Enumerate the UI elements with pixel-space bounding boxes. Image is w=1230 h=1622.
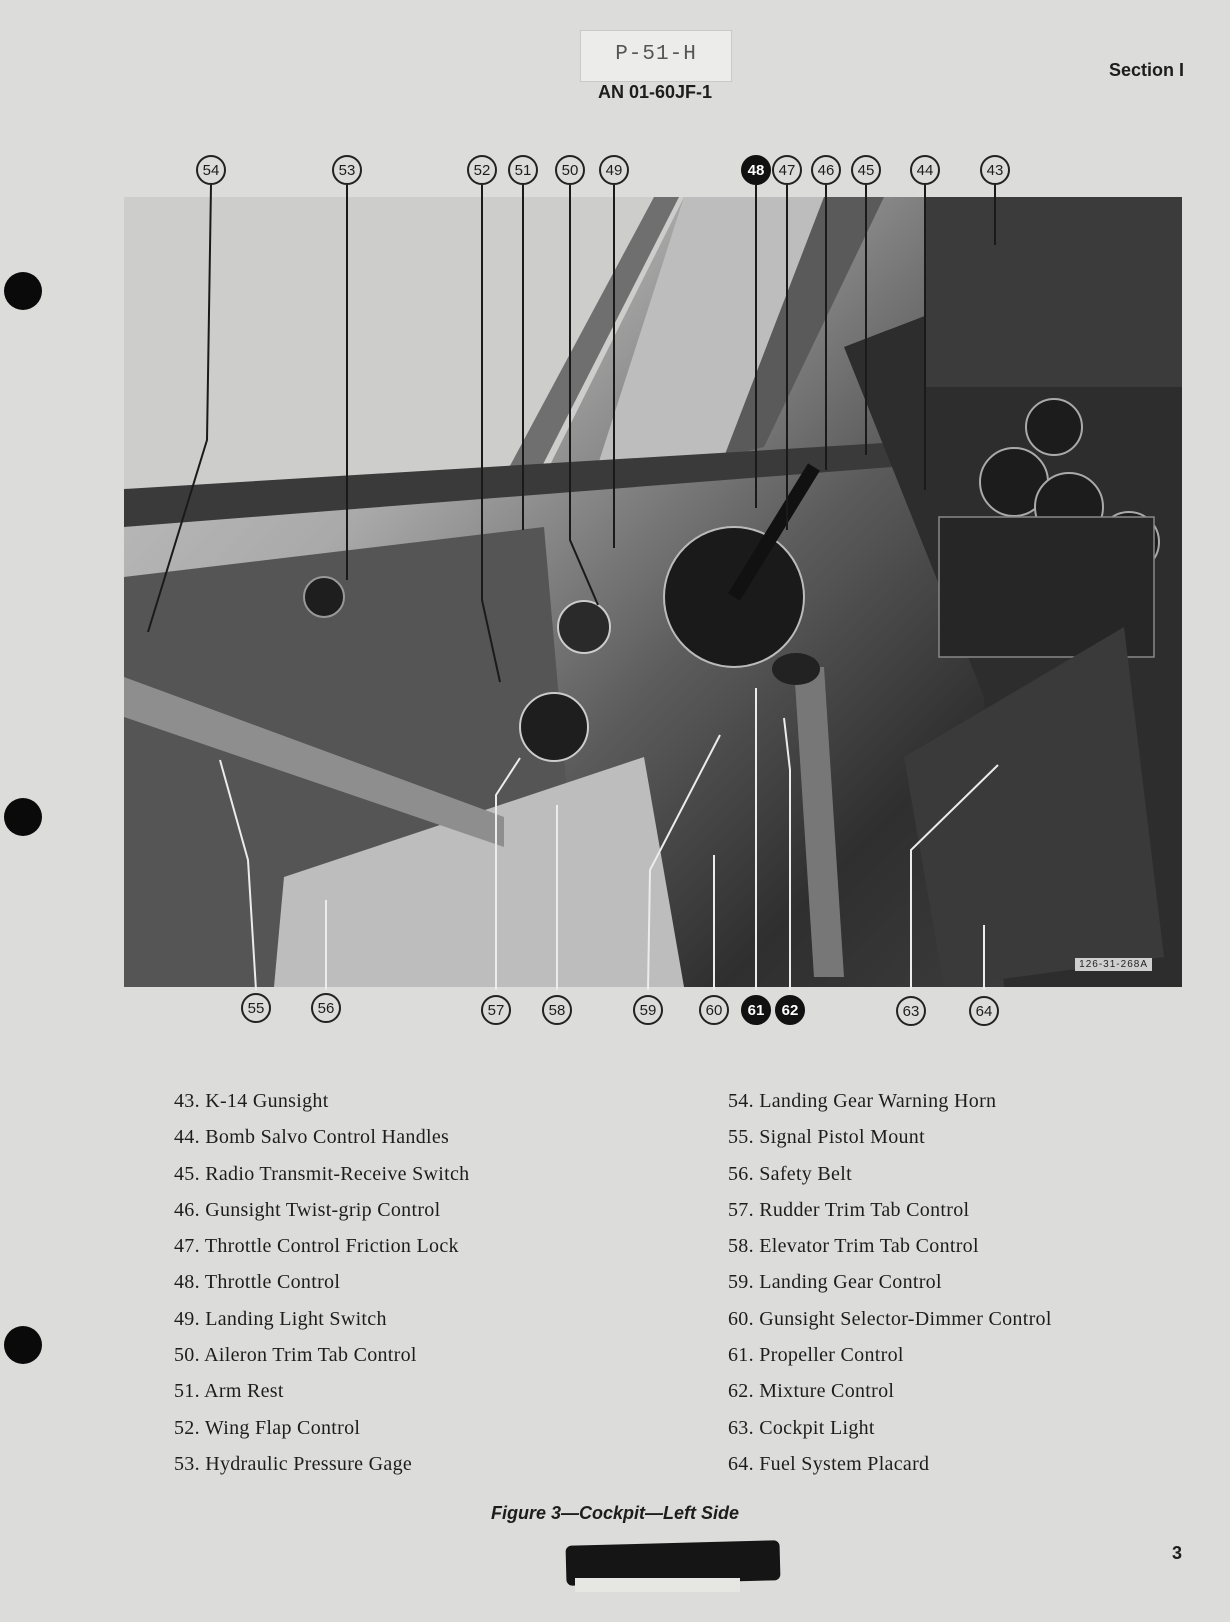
legend-item: 53. Hydraulic Pressure Gage [174, 1452, 413, 1475]
legend-item: 59. Landing Gear Control [728, 1271, 942, 1294]
punch-hole [4, 1326, 42, 1364]
legend-item: 43. K-14 Gunsight [174, 1090, 329, 1112]
callout-56: 56 [311, 993, 341, 1023]
callout-50: 50 [555, 155, 585, 185]
callout-47: 47 [772, 155, 802, 185]
legend-item: 62. Mixture Control [728, 1380, 895, 1403]
callout-51: 51 [508, 155, 538, 185]
callout-52: 52 [467, 155, 497, 185]
punch-hole [4, 272, 42, 310]
callout-49: 49 [599, 155, 629, 185]
callout-58: 58 [542, 995, 572, 1025]
callout-48: 48 [741, 155, 771, 185]
legend-item: 61. Propeller Control [728, 1344, 904, 1367]
cockpit-illustration [124, 197, 1182, 987]
callout-64: 64 [969, 996, 999, 1026]
legend-item: 47. Throttle Control Friction Lock [174, 1235, 459, 1258]
callout-43: 43 [980, 155, 1010, 185]
callout-59: 59 [633, 995, 663, 1025]
photo-id: 126-31-268A [1075, 958, 1152, 971]
legend-item: 50. Aileron Trim Tab Control [174, 1344, 417, 1367]
callout-61: 61 [741, 995, 771, 1025]
document-code: AN 01-60JF-1 [597, 82, 713, 102]
legend-item: 57. Rudder Trim Tab Control [728, 1198, 970, 1221]
callout-55: 55 [241, 993, 271, 1023]
callout-60: 60 [699, 995, 729, 1025]
legend-left-column [174, 1083, 469, 1482]
callout-54: 54 [196, 155, 226, 185]
legend-item: 55. Signal Pistol Mount [728, 1126, 925, 1149]
page-number: 3 [1171, 1543, 1182, 1563]
legend-item: 54. Landing Gear Warning Horn [728, 1090, 997, 1112]
legend-item: 51. Arm Rest [174, 1380, 284, 1403]
section-label: Section I [1108, 60, 1184, 80]
callout-62: 62 [775, 995, 805, 1025]
callout-46: 46 [811, 155, 841, 185]
cockpit-photo [124, 197, 1182, 987]
legend-item: 46. Gunsight Twist-grip Control [174, 1198, 441, 1221]
legend-item: 63. Cockpit Light [728, 1416, 875, 1439]
legend-item: 52. Wing Flap Control [174, 1416, 361, 1439]
legend-item: 45. Radio Transmit-Receive Switch [174, 1162, 470, 1185]
stamp-text: P-51-H [615, 43, 697, 66]
legend-item: 60. Gunsight Selector-Dimmer Control [728, 1307, 1052, 1330]
callout-45: 45 [851, 155, 881, 185]
tape-strip [575, 1578, 740, 1592]
callout-53: 53 [332, 155, 362, 185]
legend-item: 44. Bomb Salvo Control Handles [174, 1126, 450, 1149]
figure-caption: Figure 3—Cockpit—Left Side [490, 1503, 740, 1523]
callout-57: 57 [481, 995, 511, 1025]
legend-item: 48. Throttle Control [174, 1271, 341, 1294]
legend-item: 64. Fuel System Placard [728, 1452, 930, 1475]
callout-63: 63 [896, 996, 926, 1026]
legend-item: 49. Landing Light Switch [174, 1307, 387, 1330]
legend-item: 56. Safety Belt [728, 1162, 852, 1185]
callout-44: 44 [910, 155, 940, 185]
legend-item: 58. Elevator Trim Tab Control [728, 1235, 979, 1258]
punch-hole [4, 798, 42, 836]
legend-right-column [728, 1083, 1052, 1482]
document-stamp [580, 30, 732, 82]
